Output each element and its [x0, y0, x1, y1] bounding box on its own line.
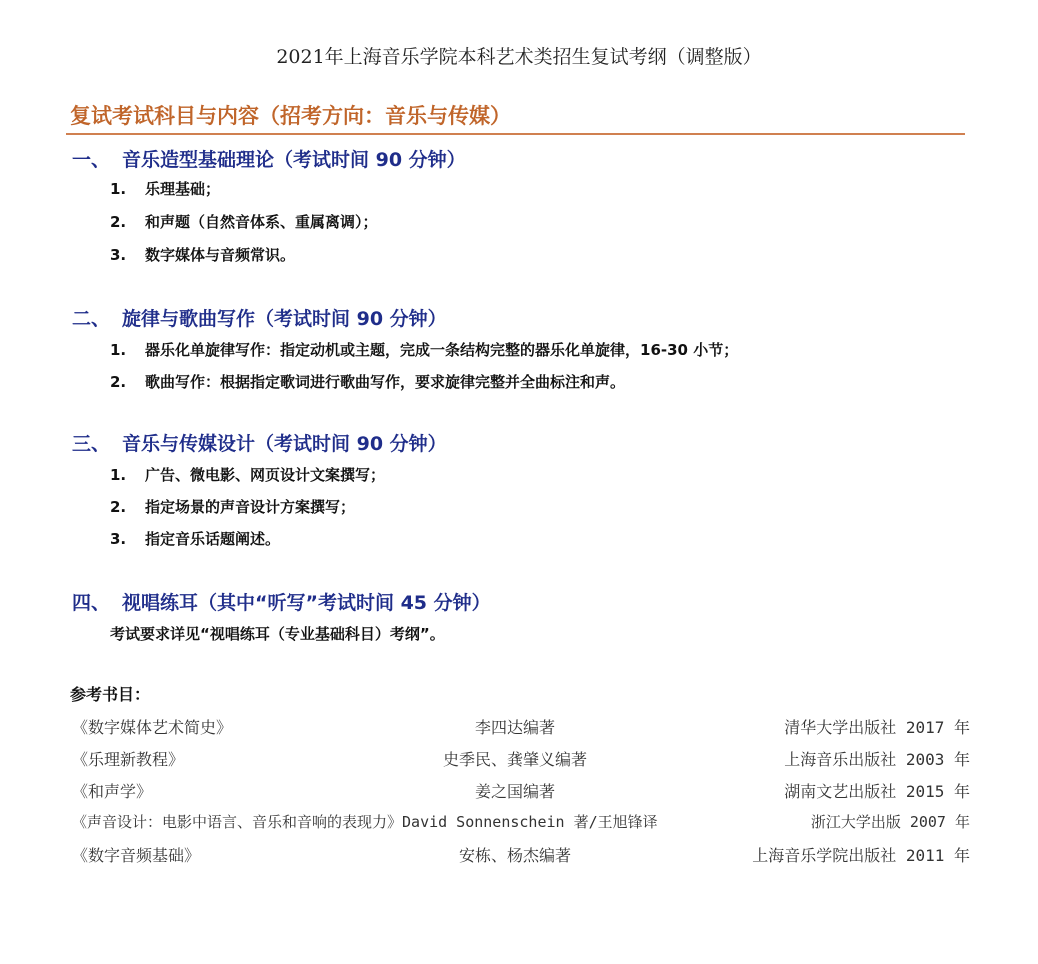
reference-row — [72, 811, 970, 835]
list-item — [110, 464, 385, 485]
ref-publisher: 上海音乐学院出版社 2011 年 — [752, 846, 970, 865]
item-text: 器乐化单旋律写作：指定动机或主题，完成一条结构完整的器乐化单旋律，16-30 小节； — [145, 341, 739, 359]
reference-row — [72, 843, 970, 867]
item-number: 1. — [110, 466, 127, 484]
section-heading — [72, 429, 447, 456]
ref-author: 李四达编著 — [475, 718, 556, 737]
item-number: 2. — [110, 213, 127, 231]
list-item — [110, 244, 295, 265]
ref-author: 史季民、龚肇义编著 — [443, 750, 588, 769]
section-number: 三、 — [72, 433, 111, 455]
ref-publisher: 湖南文艺出版社 2015 年 — [784, 782, 970, 801]
list-item — [110, 371, 625, 392]
heading-divider — [66, 133, 965, 135]
ref-author: 安栋、杨杰编著 — [459, 846, 572, 865]
section-heading — [72, 145, 466, 172]
reference-row — [72, 779, 970, 803]
section-heading — [72, 588, 491, 615]
section-title: 音乐与传媒设计（考试时间 90 分钟） — [122, 433, 447, 455]
item-number: 2. — [110, 373, 127, 391]
ref-title: 《数字音频基础》 — [72, 846, 201, 865]
ref-publisher: 上海音乐出版社 2003 年 — [784, 750, 970, 769]
section-note: 考试要求详见“视唱练耳（专业基础科目）考纲”。 — [110, 625, 445, 643]
subject-heading: 复试考试科目与内容（招考方向：音乐与传媒） — [70, 104, 511, 128]
item-number: 2. — [110, 498, 127, 516]
item-text: 歌曲写作：根据指定歌词进行歌曲写作，要求旋律完整并全曲标注和声。 — [145, 373, 626, 391]
reference-row — [72, 747, 970, 771]
ref-title: 《声音设计：电影中语言、音乐和音响的表现力》David Sonnenschein 著/王旭锋译 — [72, 813, 658, 831]
item-number: 1. — [110, 341, 127, 359]
item-number: 1. — [110, 180, 127, 198]
ref-author: 姜之国编著 — [475, 782, 556, 801]
list-item — [110, 178, 220, 199]
item-number: 3. — [110, 246, 127, 264]
item-text: 指定场景的声音设计方案撰写； — [145, 498, 356, 516]
item-number: 3. — [110, 530, 127, 548]
item-text: 广告、微电影、网页设计文案撰写； — [145, 466, 386, 484]
list-item — [110, 528, 280, 549]
list-item — [110, 211, 378, 232]
ref-publisher: 浙江大学出版 2007 年 — [810, 813, 970, 831]
reference-row — [72, 715, 970, 739]
document-title: 2021年上海音乐学院本科艺术类招生复试考纲（调整版） — [276, 46, 762, 68]
ref-title: 《乐理新教程》 — [72, 750, 185, 769]
item-text: 乐理基础； — [145, 180, 221, 198]
section-title: 视唱练耳（其中“听写”考试时间 45 分钟） — [122, 592, 491, 614]
section-number: 一、 — [72, 149, 111, 171]
references-heading: 参考书目： — [70, 685, 151, 704]
item-text: 数字媒体与音频常识。 — [145, 246, 296, 264]
section-heading — [72, 304, 447, 331]
ref-title: 《和声学》 — [72, 782, 153, 801]
list-item — [110, 496, 355, 517]
list-item — [110, 339, 738, 360]
ref-publisher: 清华大学出版社 2017 年 — [784, 718, 970, 737]
section-title: 音乐造型基础理论（考试时间 90 分钟） — [122, 149, 466, 171]
section-title: 旋律与歌曲写作（考试时间 90 分钟） — [122, 308, 447, 330]
section-number: 四、 — [72, 592, 111, 614]
item-text: 和声题（自然音体系、重属离调）； — [145, 213, 378, 231]
section-number: 二、 — [72, 308, 111, 330]
ref-title: 《数字媒体艺术简史》 — [72, 718, 233, 737]
item-text: 指定音乐话题阐述。 — [145, 530, 281, 548]
